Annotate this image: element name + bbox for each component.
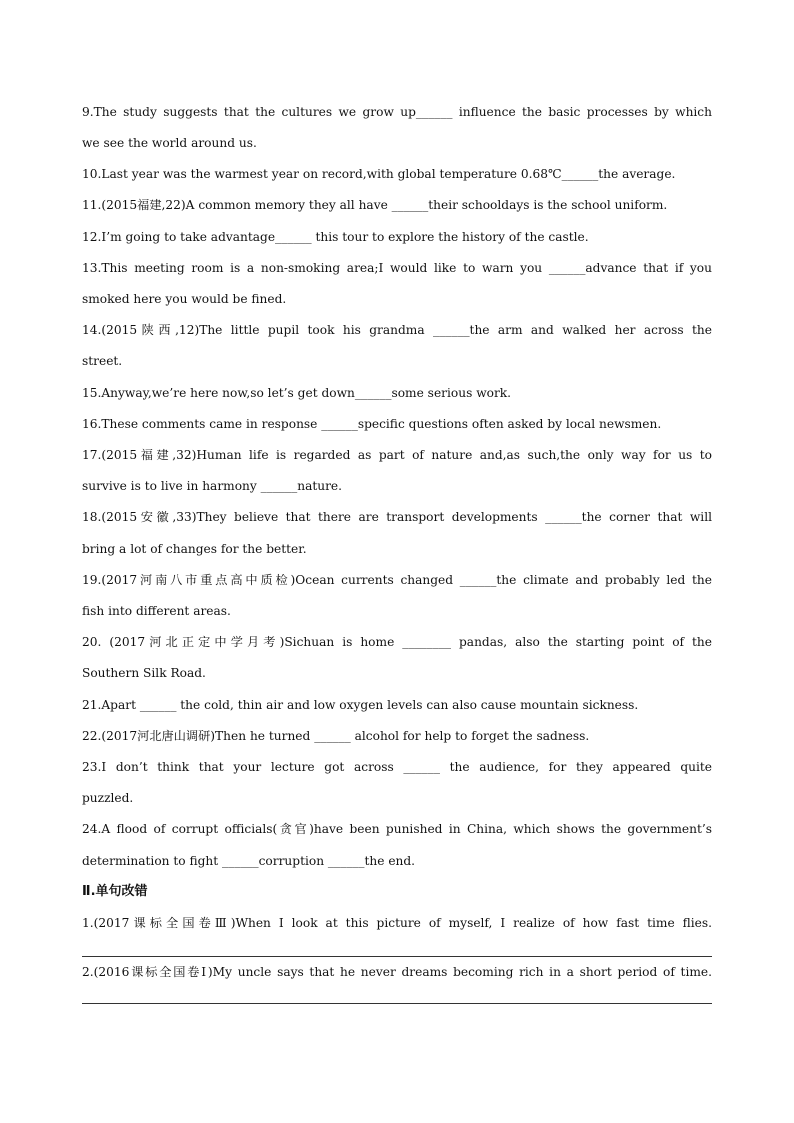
question-17-line-1: 17.(2015福建,32)Human life is regarded as part of nature and,as such,the only way for us to xyxy=(82,448,712,462)
answer-line-2[interactable] xyxy=(82,1003,712,1004)
question-9-line-2: we see the world around us. xyxy=(82,136,257,150)
question-23-line-2: puzzled. xyxy=(82,791,134,805)
question-24-line-1: 24.A flood of corrupt officials(贪官)have been punished in China, which shows the government’s xyxy=(82,822,712,836)
question-23-line-1: 23.I don’t think that your lecture got across ______ the audience, for they appeared quite xyxy=(82,760,712,774)
section-heading: Ⅱ.单句改错 xyxy=(82,884,148,899)
question-20-line-1: 20. (2017河北正定中学月考)Sichuan is home ________ pandas, also the starting point of the xyxy=(82,635,712,649)
question-13-line-1: 13.This meeting room is a non-smoking area;I would like to warn you ______advance that if you xyxy=(82,261,712,275)
question-14-line-1: 14.(2015陕西,12)The little pupil took his grandma ______the arm and walked her across the xyxy=(82,323,712,337)
question-14-line-2: street. xyxy=(82,354,123,368)
question-10: 10.Last year was the warmest year on record,with global temperature 0.68℃______the average. xyxy=(82,167,676,181)
question-18-line-1: 18.(2015安徽,33)They believe that there are transport developments ______the corner that will xyxy=(82,510,712,524)
question-20-line-2: Southern Silk Road. xyxy=(82,666,206,680)
question-22: 22.(2017河北唐山调研)Then he turned ______ alcohol for help to forget the sadness. xyxy=(82,729,590,743)
correction-question-2: 2.(2016课标全国卷Ⅰ)My uncle says that he never dreams becoming rich in a short period of time. xyxy=(82,965,712,979)
question-13-line-2: smoked here you would be fined. xyxy=(82,292,287,306)
question-17-line-2: survive is to live in harmony ______nature. xyxy=(82,479,342,493)
question-18-line-2: bring a lot of changes for the better. xyxy=(82,542,307,556)
question-16: 16.These comments came in response ______specific questions often asked by local newsmen. xyxy=(82,417,662,431)
question-12: 12.I’m going to take advantage______ this tour to explore the history of the castle. xyxy=(82,230,589,244)
question-19-line-2: fish into different areas. xyxy=(82,604,231,618)
correction-question-1: 1.(2017课标全国卷Ⅲ)When I look at this picture of myself, I realize of how fast time flies. xyxy=(82,916,712,930)
question-21: 21.Apart ______ the cold, thin air and low oxygen levels can also cause mountain sickness. xyxy=(82,698,639,712)
question-9-line-1: 9.The study suggests that the cultures we grow up______ influence the basic processes by which xyxy=(82,105,712,119)
question-24-line-2: determination to fight ______corruption ______the end. xyxy=(82,854,416,868)
question-11: 11.(2015福建,22)A common memory they all have ______their schooldays is the school uniform. xyxy=(82,198,668,212)
question-15: 15.Anyway,we’re here now,so let’s get down______some serious work. xyxy=(82,386,512,400)
question-19-line-1: 19.(2017河南八市重点高中质检)Ocean currents changed ______the climate and probably led the xyxy=(82,573,712,587)
